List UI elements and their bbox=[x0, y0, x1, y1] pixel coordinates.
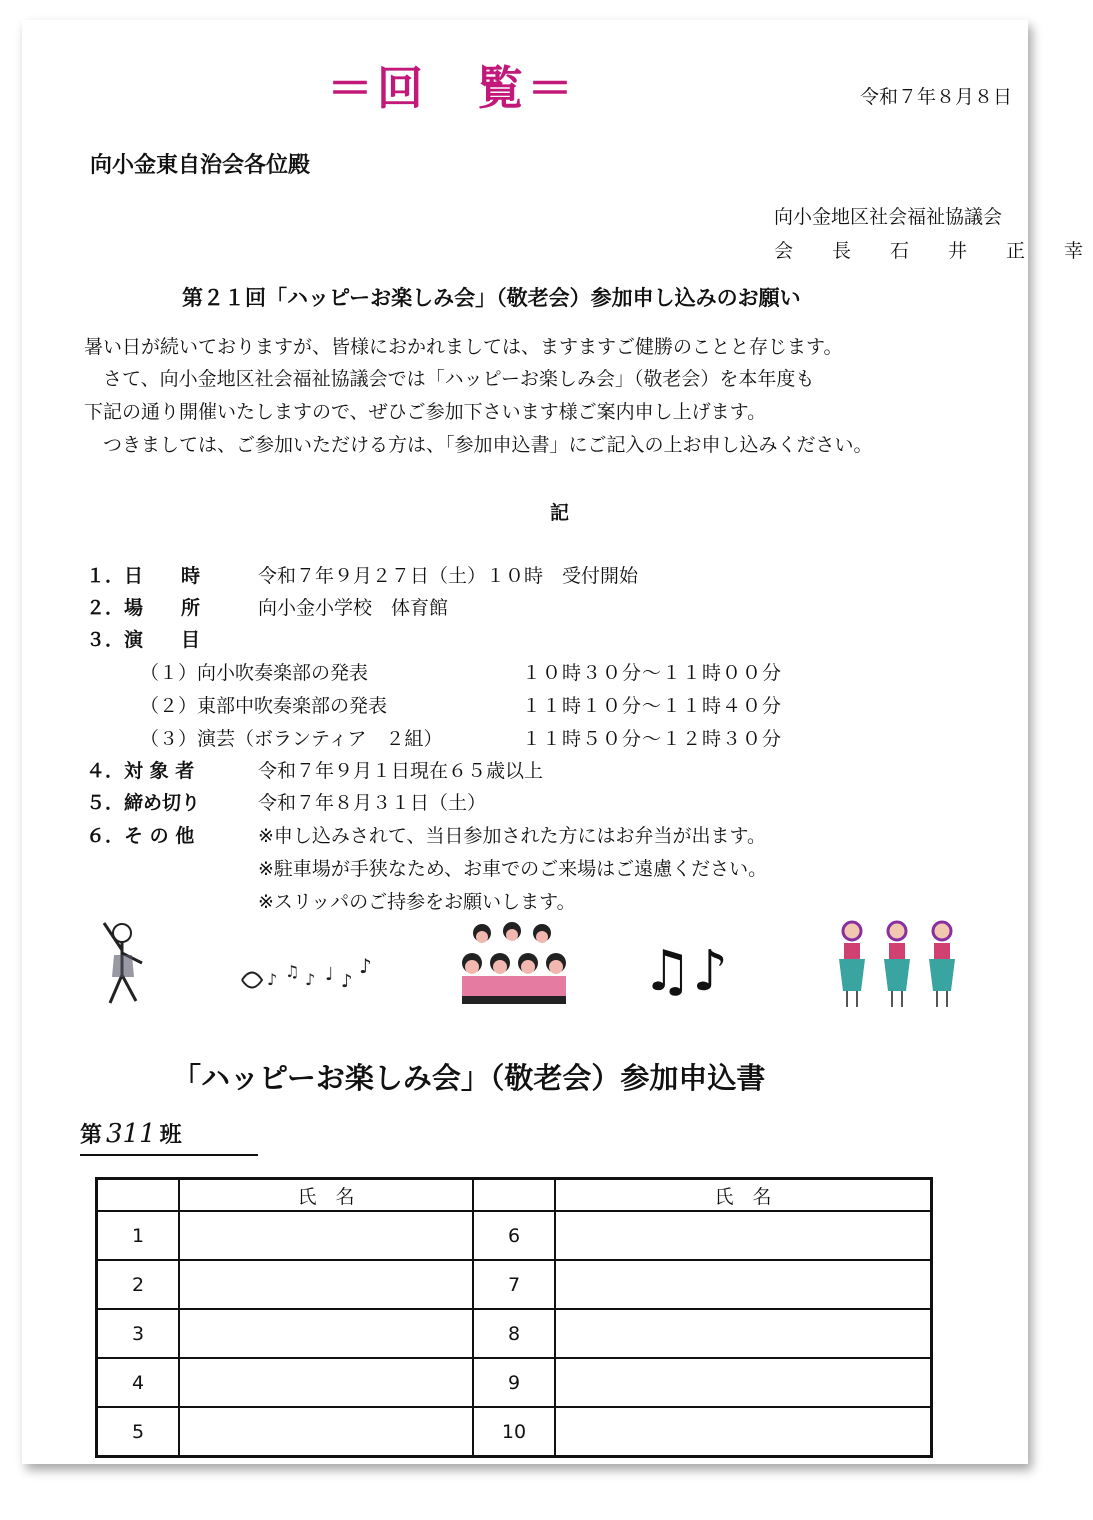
addressee: 向小金東自治会各位殿 bbox=[90, 153, 311, 178]
program-label: ３．演 目 bbox=[86, 629, 201, 651]
date-value: 令和７年９月２７日（土）１０時 受付開始 bbox=[258, 565, 639, 587]
header-number-cell bbox=[473, 1179, 555, 1212]
body-line: つきましては、ご参加いただける方は、「参加申込書」にご記入の上お申し込みください。 bbox=[84, 434, 873, 456]
row-number: 7 bbox=[473, 1260, 555, 1309]
issue-date: 令和７年８月８日 bbox=[860, 86, 1013, 108]
row-number: 1 bbox=[97, 1211, 180, 1260]
other-note: ※駐車場が手狭なため、お車でのご来場はご遠慮ください。 bbox=[258, 858, 768, 880]
sender-organization: 向小金地区社会福祉協議会 bbox=[774, 206, 1003, 228]
row-number: 10 bbox=[473, 1407, 555, 1457]
svg-text:♫♪: ♫♪ bbox=[642, 939, 728, 1004]
table-row bbox=[97, 1211, 932, 1260]
deadline-label: ５．締め切り bbox=[86, 792, 201, 814]
name-entry-cell[interactable] bbox=[179, 1309, 473, 1358]
name-entry-cell[interactable] bbox=[179, 1211, 473, 1260]
form-title: 「ハッピーお楽しみ会」（敬老会）参加申込書 bbox=[172, 1061, 766, 1095]
program-time: １１時５０分～１２時３０分 bbox=[522, 728, 783, 750]
han-field bbox=[80, 1118, 258, 1156]
svg-text:♪: ♪ bbox=[341, 971, 353, 992]
header-number-cell bbox=[97, 1179, 180, 1212]
program-time: １０時３０分～１１時００分 bbox=[522, 662, 783, 684]
row-number: 4 bbox=[97, 1358, 180, 1407]
circulation-heading: ＝回 覧＝ bbox=[327, 61, 577, 115]
program-item: （２）東部中吹奏楽部の発表 bbox=[140, 695, 388, 717]
date-label: １．日 時 bbox=[86, 565, 201, 587]
other-note: ※申し込みされて、当日参加された方にはお弁当が出ます。 bbox=[258, 825, 767, 847]
table-row bbox=[97, 1407, 932, 1457]
dancer-illustration bbox=[92, 915, 172, 1015]
name-entry-cell[interactable] bbox=[555, 1407, 932, 1457]
name-entry-cell[interactable] bbox=[179, 1407, 473, 1457]
han-number[interactable]: 311 bbox=[106, 1119, 156, 1149]
name-entry-cell[interactable] bbox=[555, 1358, 932, 1407]
svg-text:♫: ♫ bbox=[285, 962, 300, 981]
place-label: ２．場 所 bbox=[86, 597, 201, 619]
han-suffix: 班 bbox=[159, 1123, 182, 1148]
svg-text:♩: ♩ bbox=[325, 964, 334, 985]
table-row bbox=[97, 1309, 932, 1358]
row-number: 2 bbox=[97, 1260, 180, 1309]
target-label: ４．対 象 者 bbox=[86, 760, 195, 782]
row-number: 6 bbox=[473, 1211, 555, 1260]
han-prefix: 第 bbox=[80, 1123, 103, 1148]
row-number: 5 bbox=[97, 1407, 180, 1457]
table-header-row bbox=[97, 1179, 932, 1212]
name-entry-cell[interactable] bbox=[179, 1358, 473, 1407]
other-label: ６．そ の 他 bbox=[86, 825, 195, 847]
table-row bbox=[97, 1358, 932, 1407]
place-value: 向小金小学校 体育館 bbox=[258, 597, 449, 619]
name-entry-cell[interactable] bbox=[555, 1260, 932, 1309]
row-number: 8 bbox=[473, 1309, 555, 1358]
row-number: 9 bbox=[473, 1358, 555, 1407]
other-note: ※スリッパのご持参をお願いします。 bbox=[258, 891, 576, 913]
application-table bbox=[95, 1177, 933, 1458]
choir-children-illustration bbox=[442, 918, 582, 1013]
row-number: 3 bbox=[97, 1309, 180, 1358]
name-entry-cell[interactable] bbox=[555, 1309, 932, 1358]
double-notes-illustration bbox=[642, 935, 742, 1005]
hula-dancers-illustration bbox=[827, 913, 972, 1013]
music-notes-illustration bbox=[237, 935, 377, 1005]
program-time: １１時１０分～１１時４０分 bbox=[522, 695, 783, 717]
ki-heading: 記 bbox=[550, 502, 570, 524]
document-title: 第２１回「ハッピーお楽しみ会」（敬老会）参加申し込みのお願い bbox=[182, 286, 801, 310]
svg-text:♪: ♪ bbox=[267, 970, 278, 989]
name-entry-cell[interactable] bbox=[179, 1260, 473, 1309]
body-line: さて、向小金地区社会福祉協議会では「ハッピーお楽しみ会」（敬老会）を本年度も bbox=[84, 368, 815, 390]
header-name-cell: 氏 名 bbox=[179, 1179, 473, 1212]
header-name-cell: 氏 名 bbox=[555, 1179, 932, 1212]
document-sheet bbox=[22, 20, 1093, 1464]
program-item: （１）向小吹奏楽部の発表 bbox=[140, 662, 369, 684]
svg-text:♪: ♪ bbox=[359, 954, 372, 978]
svg-text:♪: ♪ bbox=[305, 970, 316, 989]
name-entry-cell[interactable] bbox=[555, 1211, 932, 1260]
target-value: 令和７年９月１日現在６５歳以上 bbox=[258, 760, 544, 782]
body-line: 下記の通り開催いたしますので、ぜひご参加下さいます様ご案内申し上げます。 bbox=[84, 401, 767, 423]
table-row bbox=[97, 1260, 932, 1309]
body-line: 暑い日が続いておりますが、皆様におかれましては、ますますご健勝のことと存じます。 bbox=[84, 336, 843, 358]
deadline-value: 令和７年８月３１日（土） bbox=[258, 792, 487, 814]
sender-chair: 会 長 石 井 正 幸 bbox=[774, 240, 1093, 262]
program-item: （３）演芸（ボランティア ２組） bbox=[140, 728, 443, 750]
